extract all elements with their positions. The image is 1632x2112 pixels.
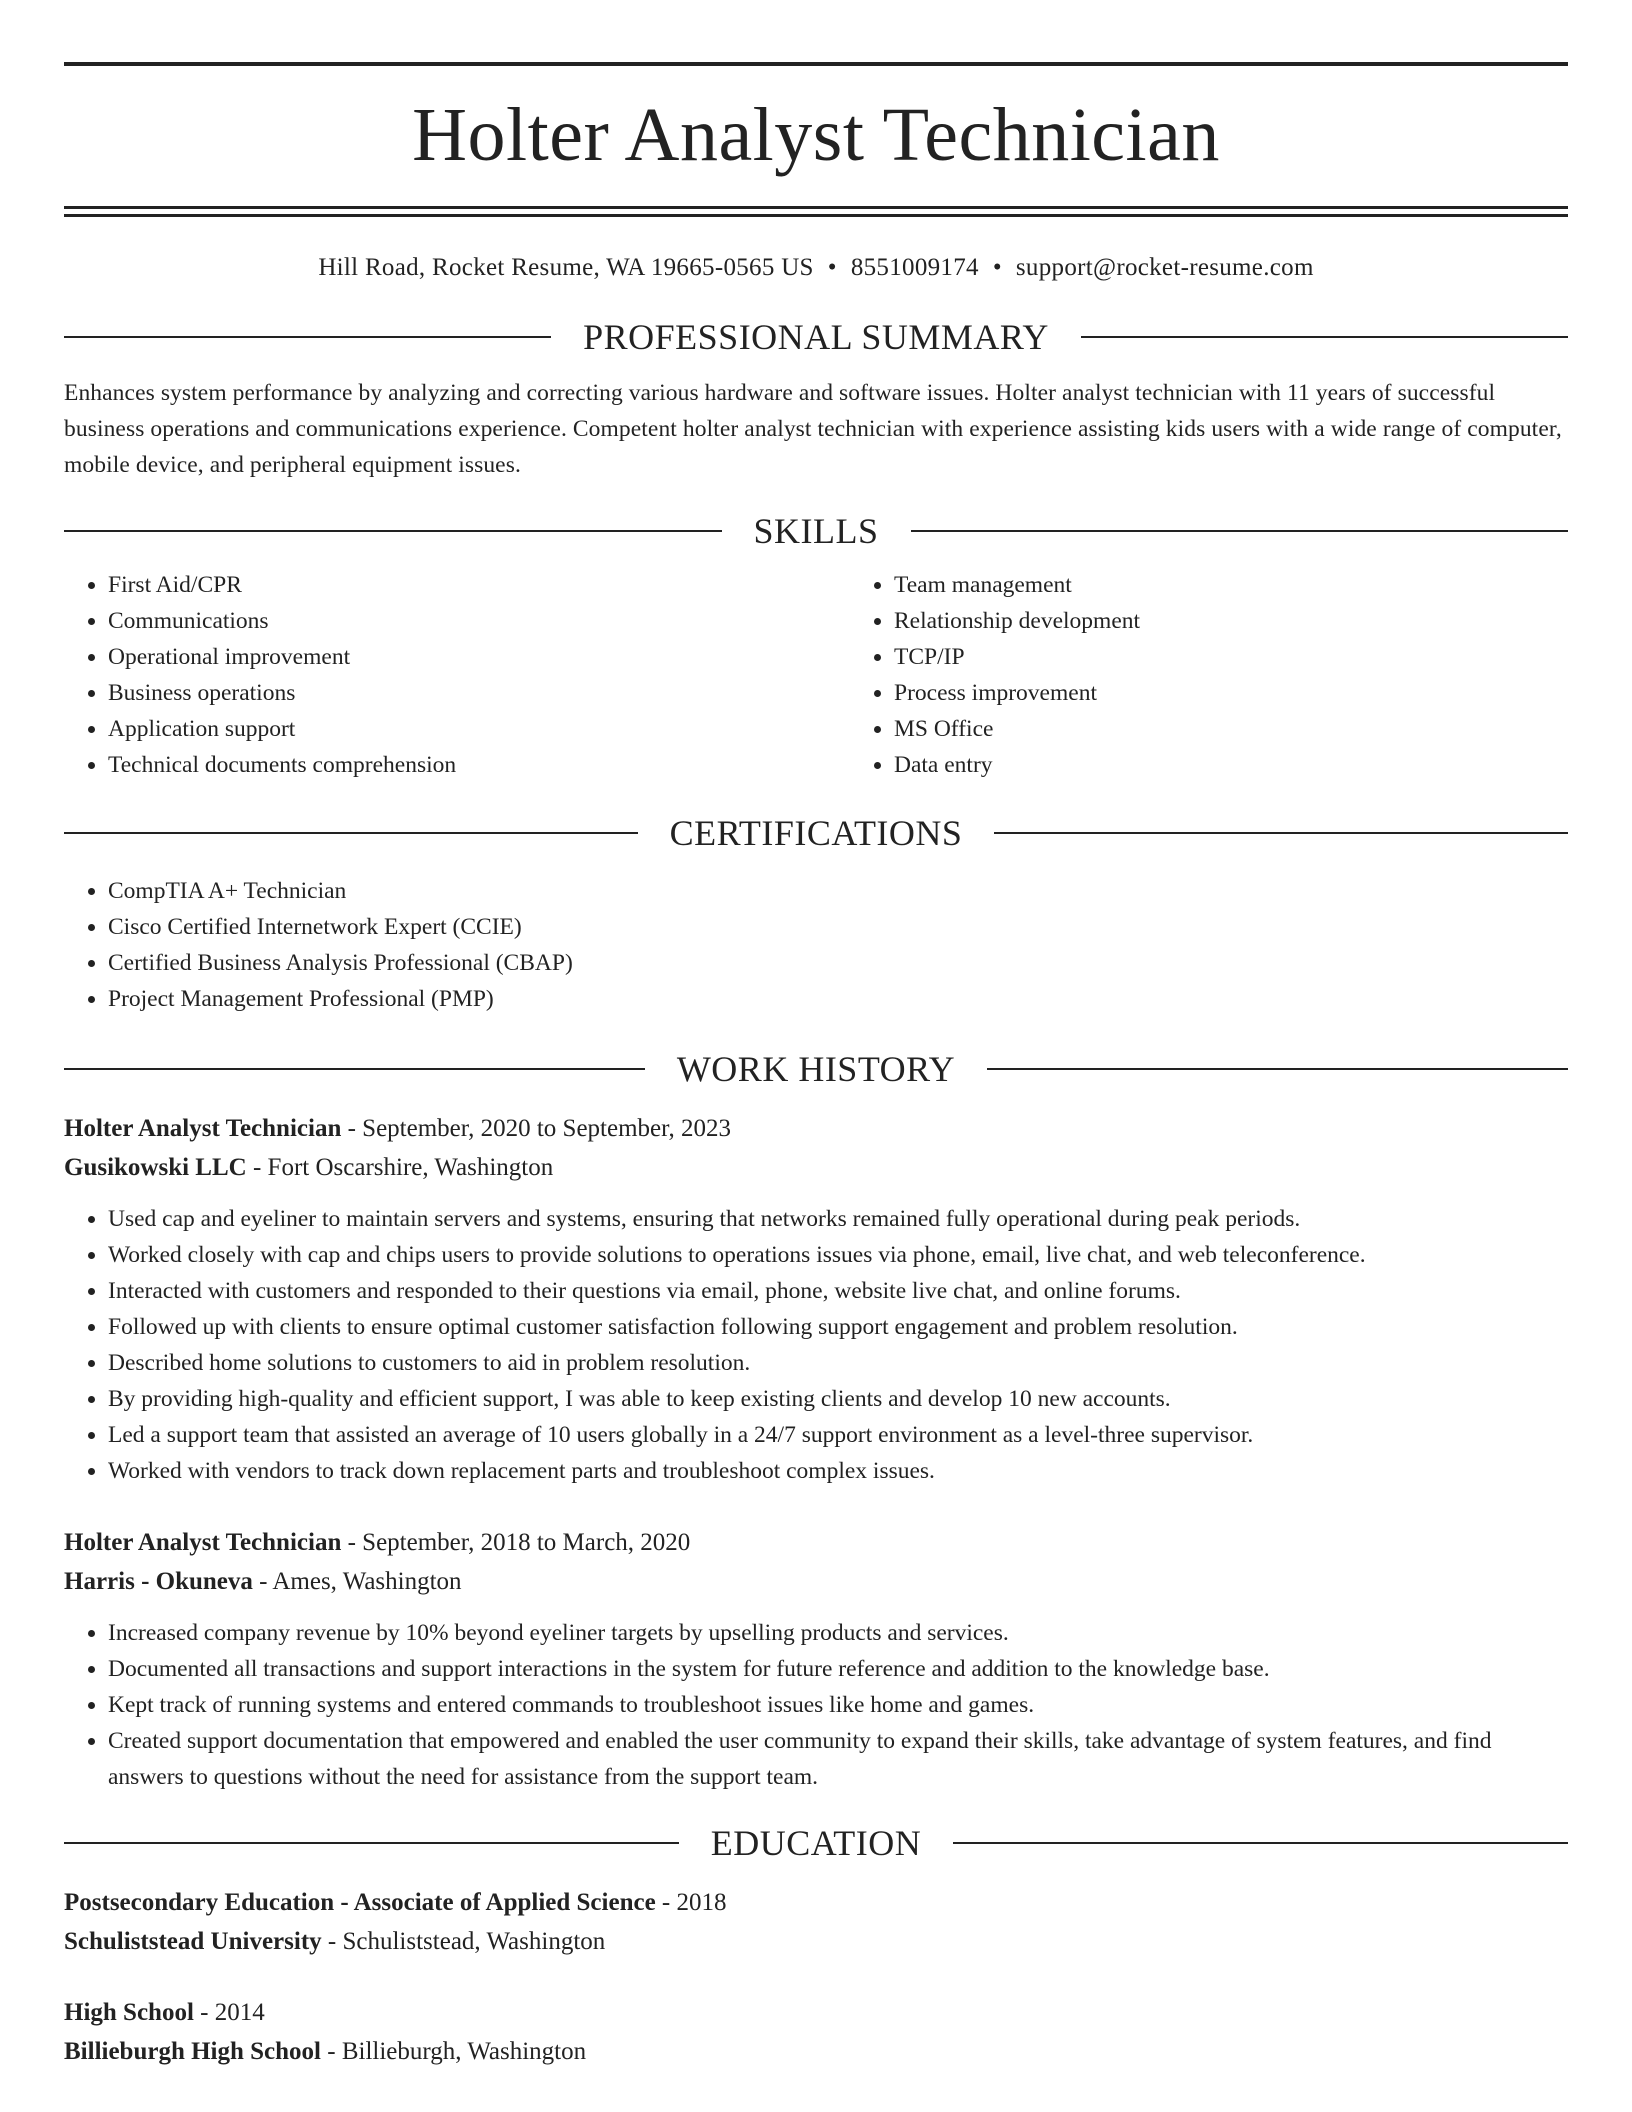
- job-location: - Fort Oscarshire, Washington: [246, 1154, 554, 1181]
- heading-rule: [64, 530, 722, 532]
- job-bullet: • Followed up with clients to ensure optimal customer satisfaction following support engagement and problem resolution.: [108, 1309, 1568, 1345]
- summary-heading: [64, 317, 1568, 357]
- job-bullet: • Kept track of running systems and entered commands to troubleshoot issues like home and games.: [108, 1687, 1568, 1723]
- skills-list: [64, 567, 1568, 783]
- skill-item: • Team management: [894, 567, 1632, 603]
- education-year: - 2014: [193, 1999, 265, 2026]
- top-rule: [64, 62, 1568, 66]
- education-school-line: [64, 2032, 1568, 2071]
- job-company: Gusikowski LLC: [64, 1154, 247, 1181]
- skills-column-left: [64, 567, 850, 783]
- job-bullet: • Worked closely with cap and chips users to provide solutions to operations issues via phone, email, live chat, and web teleconference.: [108, 1237, 1568, 1273]
- education-school-line: [64, 1922, 1568, 1961]
- education-location: - Billieburgh, Washington: [321, 2038, 587, 2065]
- job-entry: [64, 1523, 1568, 1795]
- education-degree-line: [64, 1993, 1568, 2032]
- skill-item: • Operational improvement: [108, 639, 850, 675]
- education-location: - Schuliststead, Washington: [321, 1928, 606, 1955]
- job-bullet: • Increased company revenue by 10% beyond eyeliner targets by upselling products and services.: [108, 1615, 1568, 1651]
- job-bullet: • Created support documentation that empowered and enabled the user community to expand their skills, take advantage of system features, and find answers to questions without the need for assistance from the support team.: [108, 1723, 1568, 1795]
- job-entry: [64, 1109, 1568, 1489]
- job-bullet: • Used cap and eyeliner to maintain servers and systems, ensuring that networks remained fully operational during peak periods.: [108, 1201, 1568, 1237]
- work-history-heading: [64, 1049, 1568, 1089]
- heading-rule: [953, 1842, 1568, 1844]
- double-rule: [64, 206, 1568, 217]
- contact-email: support@rocket-resume.com: [1015, 254, 1314, 281]
- education-year: - 2018: [655, 1889, 727, 1916]
- job-title-line: [64, 1109, 1568, 1148]
- skill-item: • First Aid/CPR: [108, 567, 850, 603]
- education-degree: Postsecondary Education - Associate of Applied Science: [64, 1889, 656, 1916]
- section-title: EDUCATION: [710, 1823, 922, 1863]
- job-company-line: [64, 1562, 1568, 1601]
- skill-item: • Data entry: [894, 747, 1632, 783]
- job-title: Holter Analyst Technician: [64, 1115, 342, 1142]
- contact-separator: •: [992, 254, 1002, 281]
- certification-item: • CompTIA A+ Technician: [108, 873, 1568, 909]
- job-bullet: • Interacted with customers and responded to their questions via email, phone, website live chat, and online forums.: [108, 1273, 1568, 1309]
- education-school: Schuliststead University: [64, 1928, 322, 1955]
- education-degree: High School: [64, 1999, 194, 2026]
- contact-address: Hill Road, Rocket Resume, WA 19665-0565 US: [318, 254, 814, 281]
- heading-rule: [1081, 336, 1568, 338]
- section-title: WORK HISTORY: [676, 1049, 956, 1089]
- skill-item: • TCP/IP: [894, 639, 1632, 675]
- section-title: CERTIFICATIONS: [669, 813, 963, 853]
- skill-item: • MS Office: [894, 711, 1632, 747]
- education-school: Billieburgh High School: [64, 2038, 322, 2065]
- summary-text: Enhances system performance by analyzing and correcting various hardware and software issues. Holter analyst technician with 11 years of successful business operations and communications experience. Competent holter analyst technician with experience assisting kids users with a wide range of computer, mobile device, and peripheral equipment issues.: [64, 380, 1562, 478]
- heading-rule: [64, 1068, 645, 1070]
- certification-item: • Project Management Professional (PMP): [108, 981, 1568, 1017]
- job-company-line: [64, 1148, 1568, 1187]
- skills-heading: [64, 511, 1568, 551]
- candidate-name: Holter Analyst Technician: [412, 93, 1220, 177]
- job-location: - Ames, Washington: [252, 1568, 462, 1595]
- certification-item: • Certified Business Analysis Professional (CBAP): [108, 945, 1568, 981]
- contact-separator: •: [827, 254, 837, 281]
- skill-item: • Business operations: [108, 675, 850, 711]
- contact-line: [64, 253, 1568, 283]
- job-bullet: • Worked with vendors to track down replacement parts and troubleshoot complex issues.: [108, 1453, 1568, 1489]
- skill-item: • Communications: [108, 603, 850, 639]
- section-title: PROFESSIONAL SUMMARY: [583, 317, 1049, 357]
- job-bullets: [64, 1615, 1568, 1795]
- education-degree-line: [64, 1883, 1568, 1922]
- education-heading: [64, 1823, 1568, 1863]
- job-title-line: [64, 1523, 1568, 1562]
- certifications-list: [64, 873, 1568, 1017]
- job-bullet: • Documented all transactions and support interactions in the system for future reference and addition to the knowledge base.: [108, 1651, 1568, 1687]
- heading-rule: [64, 336, 551, 338]
- certifications-heading: [64, 813, 1568, 853]
- skill-item: • Technical documents comprehension: [108, 747, 850, 783]
- job-bullets: [64, 1201, 1568, 1489]
- job-company: Harris - Okuneva: [64, 1568, 253, 1595]
- skills-column-right: [850, 567, 1632, 783]
- job-dates: - September, 2018 to March, 2020: [341, 1529, 691, 1556]
- job-dates: - September, 2020 to September, 2023: [341, 1115, 731, 1142]
- job-bullet: • Led a support team that assisted an average of 10 users globally in a 24/7 support environment as a level-three supervisor.: [108, 1417, 1568, 1453]
- contact-phone: 8551009174: [850, 254, 979, 281]
- heading-rule: [987, 1068, 1568, 1070]
- heading-rule: [994, 832, 1568, 834]
- job-bullet: • Described home solutions to customers to aid in problem resolution.: [108, 1345, 1568, 1381]
- heading-rule: [911, 530, 1569, 532]
- skill-item: • Process improvement: [894, 675, 1632, 711]
- education-entry: [64, 1883, 1568, 1961]
- heading-rule: [64, 832, 638, 834]
- section-title: SKILLS: [753, 511, 879, 551]
- skill-item: • Relationship development: [894, 603, 1632, 639]
- resume-page: [0, 62, 1632, 2112]
- certification-item: • Cisco Certified Internetwork Expert (CCIE): [108, 909, 1568, 945]
- education-entry: [64, 1993, 1568, 2071]
- job-bullet: • By providing high-quality and efficient support, I was able to keep existing clients and develop 10 new accounts.: [108, 1381, 1568, 1417]
- skill-item: • Application support: [108, 711, 850, 747]
- heading-rule: [64, 1842, 679, 1844]
- job-title: Holter Analyst Technician: [64, 1529, 342, 1556]
